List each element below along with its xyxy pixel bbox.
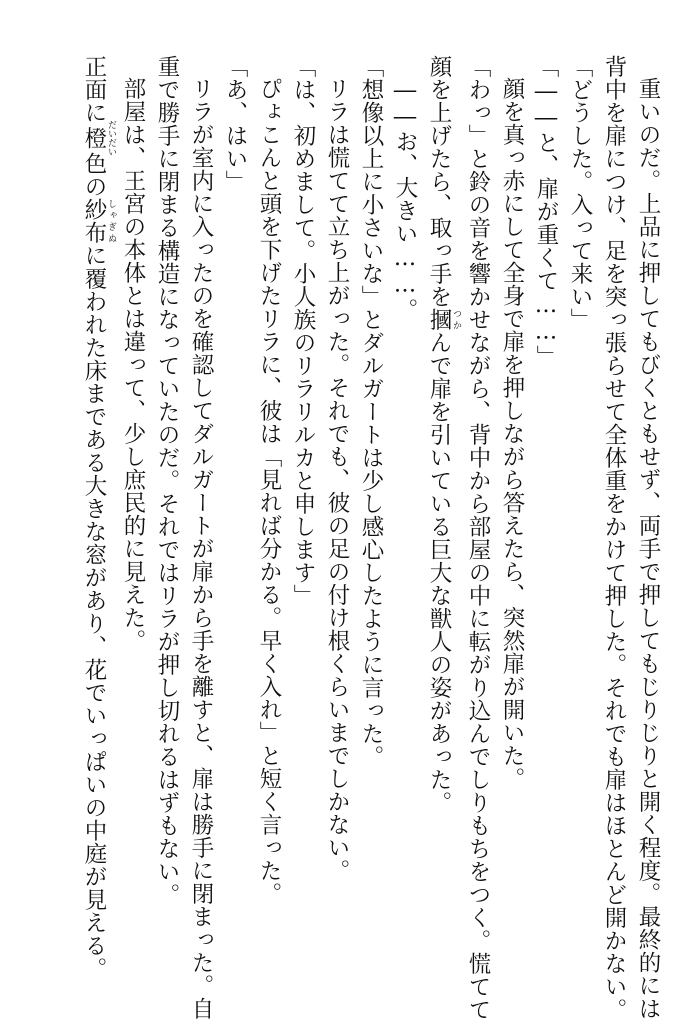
text-column-15: 重で勝手に閉まる構造になっていたのだ。それではリラが押し切れるはずもない。 bbox=[154, 55, 180, 906]
text-column-1: 重いのだ。上品に押してもびくともせず、両手で押してもじりじりと開く程度。最終的には bbox=[635, 77, 661, 1020]
ruby-reading: しゃぎぬ bbox=[106, 198, 116, 244]
ruby-base: 紗布 bbox=[81, 198, 107, 244]
text-segment: 正面に bbox=[81, 55, 107, 124]
dialogue-column-3: 「どうした。入って来い」 bbox=[567, 55, 593, 331]
dialogue-column-13: 「あ、はい」 bbox=[222, 55, 248, 193]
vertical-text-body bbox=[77, 55, 665, 1021]
text-column-14: リラが室内に入ったのを確認してダルガートが扉から手を離すと、扉は勝手に閉まった。自 bbox=[188, 77, 214, 1020]
dialogue-column-4: 「――と、扉が重くて……」 bbox=[533, 55, 559, 368]
text-column-10: リラは慌てて立ち上がった。それでも、彼の足の付け根くらいまでしかない。 bbox=[324, 77, 350, 882]
ruby-word bbox=[426, 308, 461, 331]
text-column-16: 部屋は、王宮の本体とは違って、少し庶民的に見えた。 bbox=[120, 77, 146, 652]
ruby-word bbox=[81, 198, 116, 244]
text-segment: に覆われた床まである大きな窓があり、花でいっぱいの中庭が見える。 bbox=[81, 244, 107, 980]
text-column-7 bbox=[422, 55, 461, 955]
text-column-5: 顔を真っ赤にして全身で扉を押しながら答えたら、突然扉が開いた。 bbox=[499, 77, 525, 790]
text-column-8: ――お、大きい……。 bbox=[392, 77, 418, 321]
text-segment: んで扉を引いている巨大な獣人の姿があった。 bbox=[426, 331, 452, 814]
ruby-reading: だいだい bbox=[106, 120, 116, 156]
text-segment: 色の bbox=[81, 152, 107, 198]
text-column-2: 背中を扉につけ、足を突っ張らせて全体重をかけて押した。それでも扉はほとんど開かない。 bbox=[601, 55, 627, 1021]
ruby-word bbox=[81, 120, 116, 156]
ruby-base: 摑 bbox=[426, 308, 452, 331]
text-column-12: ぴょこんと頭を下げたリラに、彼は「見れば分かる。早く入れ」と短く言った。 bbox=[256, 77, 282, 905]
dialogue-column-11: 「は、初めまして。小人族のリラリルカと申します」 bbox=[290, 55, 316, 607]
text-column-17 bbox=[77, 55, 116, 980]
text-segment: 顔を上げたら、取っ手を bbox=[426, 55, 452, 308]
ruby-reading: つか bbox=[451, 308, 461, 331]
ruby-base: 橙 bbox=[81, 120, 107, 156]
dialogue-column-6: 「わっ」と鈴の音を響かせながら、背中から部屋の中に転がり込んでしりもちをつく。慌てて bbox=[465, 55, 491, 1021]
dialogue-column-9: 「想像以上に小さいな」とダルガートは少し感心したように言った。 bbox=[358, 55, 384, 768]
